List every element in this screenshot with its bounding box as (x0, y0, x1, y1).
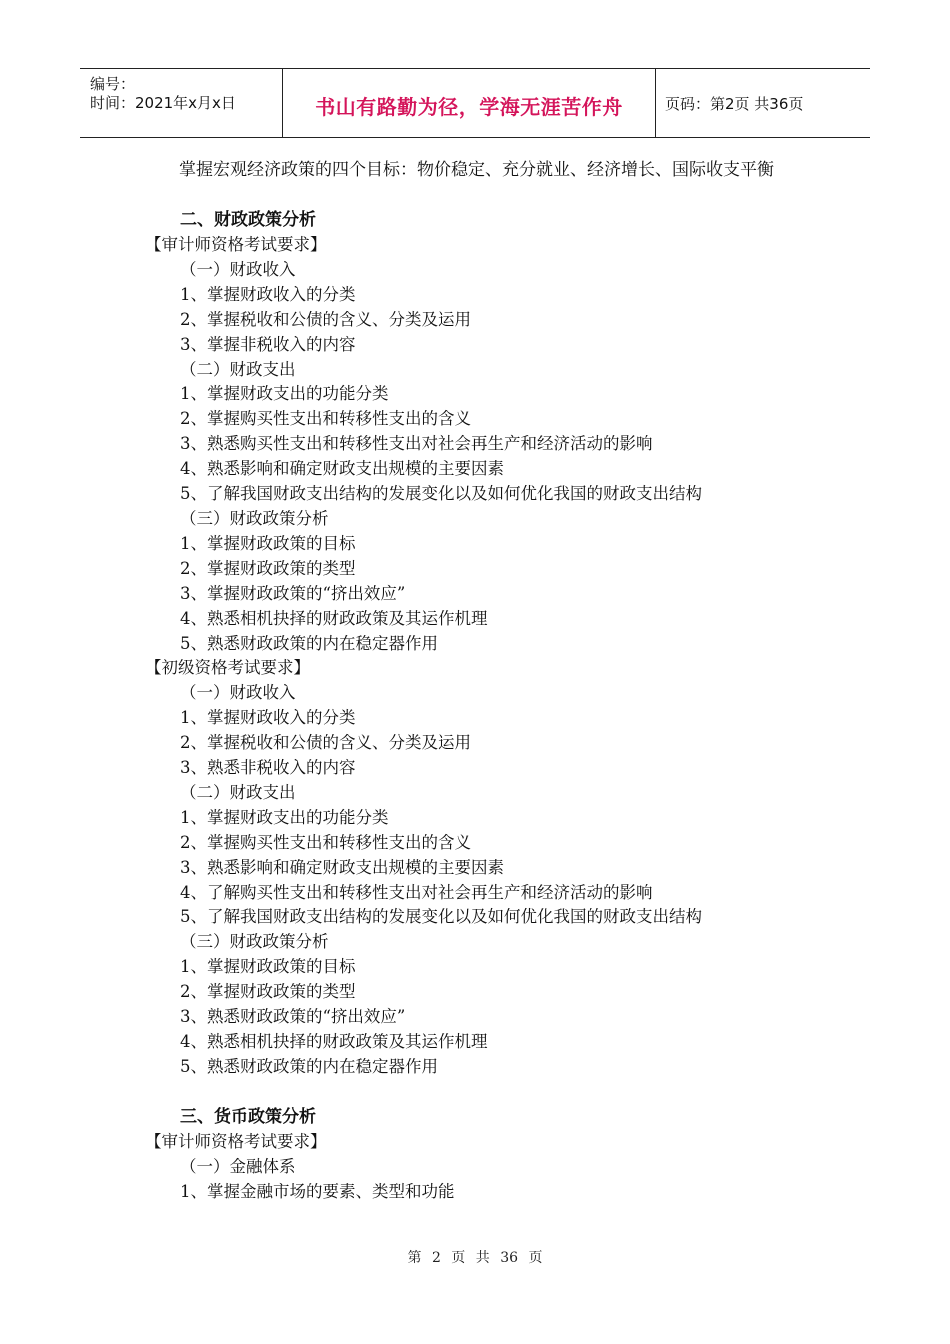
list-item: 1、掌握财政政策的目标 (180, 957, 356, 977)
intro-paragraph: 掌握宏观经济政策的四个目标：物价稳定、充分就业、经济增长、国际收支平衡 (179, 160, 774, 180)
list-item: （二）财政支出 (180, 359, 296, 379)
section-2-auditor-list (145, 258, 825, 657)
header-right-cell (655, 69, 870, 137)
list-item: （三）财政政策分析 (180, 508, 329, 528)
list-item: 4、了解购买性支出和转移性支出对社会再生产和经济活动的影响 (180, 882, 653, 902)
document-number-label: 编号： (90, 75, 136, 93)
list-item: 4、熟悉影响和确定财政支出规模的主要因素 (180, 459, 504, 479)
document-date: 时间：2021年x月x日 (90, 94, 236, 112)
list-item: 4、熟悉相机抉择的财政政策及其运作机理 (180, 1032, 488, 1051)
header-motto: 书山有路勤为径，学海无涯苦作舟 (315, 95, 623, 119)
list-item: 5、了解我国财政支出结构的发展变化以及如何优化我国的财政支出结构 (180, 907, 702, 927)
list-item: 3、熟悉影响和确定财政支出规模的主要因素 (180, 857, 504, 877)
page-header (80, 68, 870, 138)
section-2-junior-list (145, 681, 825, 1080)
list-item: 1、掌握财政收入的分类 (180, 708, 356, 728)
list-item: 1、掌握金融市场的要素、类型和功能 (180, 1181, 455, 1201)
list-item: 2、掌握财政政策的类型 (180, 982, 356, 1002)
list-item: （一）财政收入 (180, 683, 296, 703)
list-item: 3、掌握非税收入的内容 (180, 334, 356, 354)
list-item: 1、掌握财政政策的目标 (180, 533, 356, 553)
list-item: 1、掌握财政支出的功能分类 (180, 807, 389, 827)
list-item: 2、掌握购买性支出和转移性支出的含义 (180, 409, 471, 429)
list-item: （二）财政支出 (180, 782, 296, 802)
list-item: 5、熟悉财政政策的内在稳定器作用 (180, 633, 438, 653)
section-3-title: 三、货币政策分析 (180, 1106, 316, 1127)
section-3-auditor-requirements-heading: 【审计师资格考试要求】 (145, 1131, 327, 1151)
list-item: 5、熟悉财政政策的内在稳定器作用 (180, 1056, 438, 1076)
header-page-info: 页码：第2页 共36页 (665, 95, 804, 113)
section-3-list (145, 1155, 825, 1205)
section-2-auditor-requirements-heading: 【审计师资格考试要求】 (145, 235, 327, 254)
header-motto-cell (282, 69, 656, 137)
list-item: 2、掌握购买性支出和转移性支出的含义 (180, 832, 471, 852)
list-item: 2、掌握税收和公债的含义、分类及运用 (180, 733, 471, 753)
list-item: 2、掌握财政政策的类型 (180, 558, 356, 578)
list-item: （一）金融体系 (180, 1156, 296, 1176)
list-item: 1、掌握财政支出的功能分类 (180, 384, 389, 404)
list-item: （一）财政收入 (180, 259, 296, 279)
list-item: （三）财政政策分析 (180, 932, 329, 952)
page-footer: 第 2 页 共 36 页 (407, 1250, 543, 1266)
section-2-title: 二、财政政策分析 (180, 210, 316, 230)
list-item: 3、掌握财政政策的“挤出效应” (180, 583, 406, 603)
document-body (145, 158, 825, 1205)
list-item: 1、掌握财政收入的分类 (180, 284, 356, 304)
list-item: 3、熟悉购买性支出和转移性支出对社会再生产和经济活动的影响 (180, 434, 653, 454)
section-2-junior-requirements-heading: 【初级资格考试要求】 (145, 658, 310, 678)
list-item: 2、掌握税收和公债的含义、分类及运用 (180, 309, 471, 329)
list-item: 5、了解我国财政支出结构的发展变化以及如何优化我国的财政支出结构 (180, 484, 702, 504)
header-left-cell (80, 69, 282, 137)
list-item: 4、熟悉相机抉择的财政政策及其运作机理 (180, 608, 488, 628)
list-item: 3、熟悉非税收入的内容 (180, 758, 356, 778)
list-item: 3、熟悉财政政策的“挤出效应” (180, 1007, 406, 1027)
